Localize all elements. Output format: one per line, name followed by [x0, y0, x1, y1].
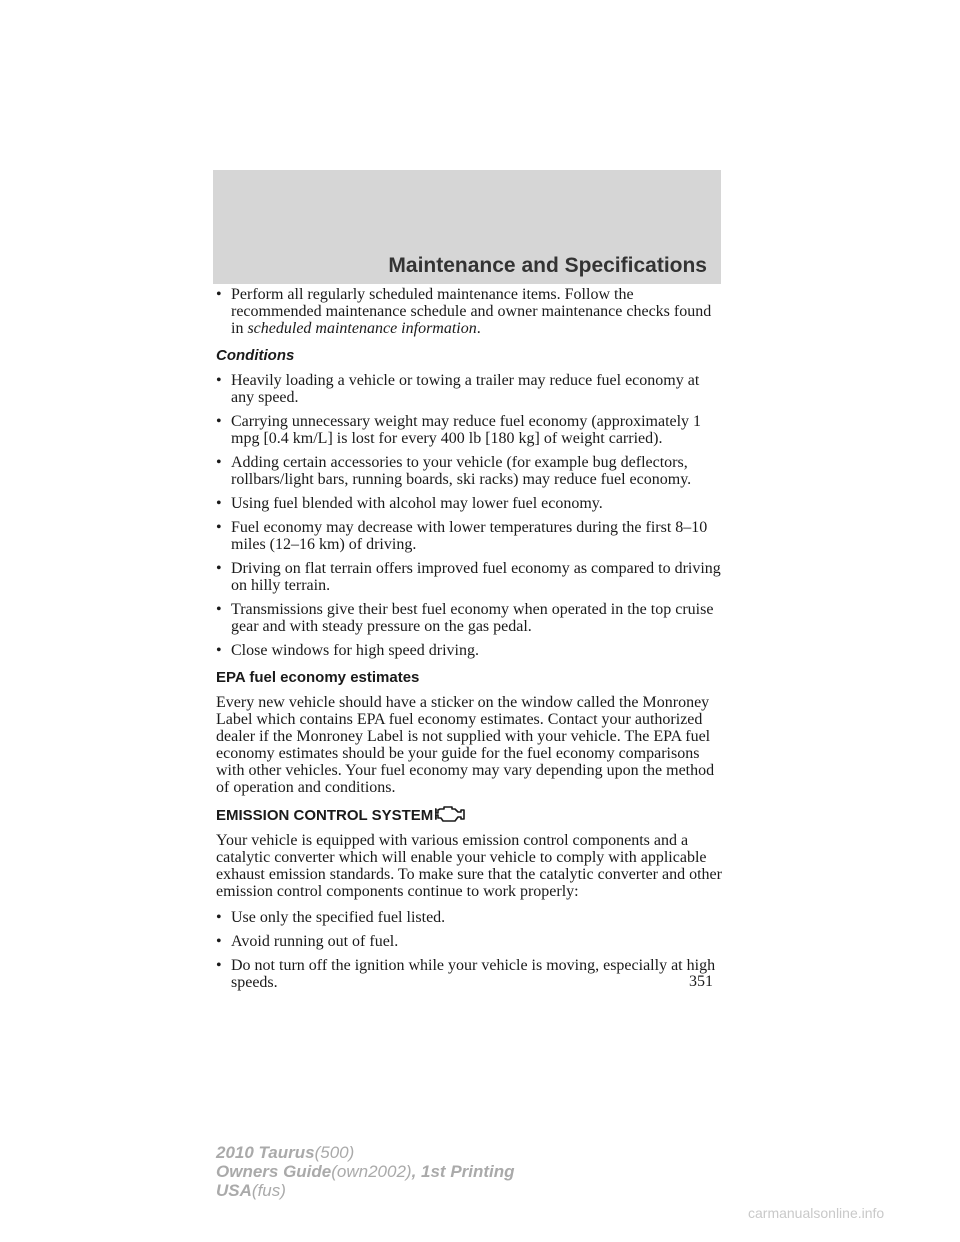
list-item: • Fuel economy may decrease with lower temperatures during the first 8–10 miles (12–16 km) of driving. [216, 519, 708, 553]
bullet-icon: • [216, 519, 222, 536]
list-item: • Avoid running out of fuel. [216, 933, 399, 950]
page-number: 351 [689, 973, 713, 990]
site-watermark: carmanualsonline.info [748, 1205, 885, 1221]
print-footer [216, 1143, 515, 1200]
bullet-icon: • [216, 909, 222, 926]
footer-line-3: USA(fus) [216, 1181, 286, 1200]
bullet-icon: • [216, 495, 222, 512]
epa-paragraph: Every new vehicle should have a sticker on the window called the Monroney Label which contains EPA fuel economy estimates. Contact your authorized dealer if the Monroney Label is not supplied with your vehicle. The EPA fuel economy estimates should be your guide for the fuel economy comparisons with other vehicles. Your fuel economy may vary depending upon the method of operation and conditions. [216, 694, 715, 796]
footer-line-1: 2010 Taurus(500) [216, 1143, 355, 1162]
bullet-icon: • [216, 601, 222, 618]
bullet-icon: • [216, 642, 222, 659]
list-item: • Use only the specified fuel listed. [216, 909, 446, 926]
section-title: Maintenance and Specifications [388, 254, 707, 277]
conditions-list [216, 372, 726, 659]
page-content [216, 286, 726, 998]
list-item: • Heavily loading a vehicle or towing a trailer may reduce fuel economy at any speed. [216, 372, 700, 406]
bullet-icon: • [216, 413, 222, 430]
bullet-icon: • [216, 933, 222, 950]
list-item: • Using fuel blended with alcohol may lower fuel economy. [216, 495, 603, 512]
engine-icon [435, 802, 467, 824]
list-item: • Transmissions give their best fuel economy when operated in the top cruise gear and with steady pressure on the gas pedal. [216, 601, 714, 635]
emission-heading-text: EMISSION CONTROL SYSTEM [216, 806, 434, 824]
bullet-icon: • [216, 957, 222, 974]
list-item: • Do not turn off the ignition while your vehicle is moving, especially at high speeds. [216, 957, 716, 991]
emission-heading [216, 806, 726, 824]
cross-reference: scheduled maintenance information [247, 320, 477, 337]
list-item: • Driving on flat terrain offers improved fuel economy as compared to driving on hilly terrain. [216, 560, 721, 594]
section-header-band [213, 170, 721, 284]
conditions-heading: Conditions [216, 347, 295, 364]
emission-list [216, 909, 726, 991]
list-item: • Carrying unnecessary weight may reduce fuel economy (approximately 1 mpg [0.4 km/L] is lost for every 400 lb [180 kg] of weight carried). [216, 413, 702, 447]
intro-bullet-list [216, 286, 726, 337]
bullet-icon: • [216, 372, 222, 389]
footer-line-2: Owners Guide(own2002), 1st Printing [216, 1162, 515, 1181]
bullet-icon: • [216, 454, 222, 471]
emission-paragraph: Your vehicle is equipped with various emission control components and a catalytic converter which will enable your vehicle to comply with applicable exhaust emission standards. To make sure that the catalytic converter and other emission control components continue to work properly: [216, 832, 722, 900]
list-item: • Perform all regularly scheduled maintenance items. Follow the recommended maintenance schedule and owner maintenance checks found in scheduled maintenance information. [216, 286, 712, 337]
bullet-icon: • [216, 286, 222, 303]
list-item: • Adding certain accessories to your vehicle (for example bug deflectors, rollbars/light bars, running boards, ski racks) may reduce fuel economy. [216, 454, 692, 488]
epa-heading: EPA fuel economy estimates [216, 669, 420, 686]
list-item: • Close windows for high speed driving. [216, 642, 479, 659]
bullet-icon: • [216, 560, 222, 577]
